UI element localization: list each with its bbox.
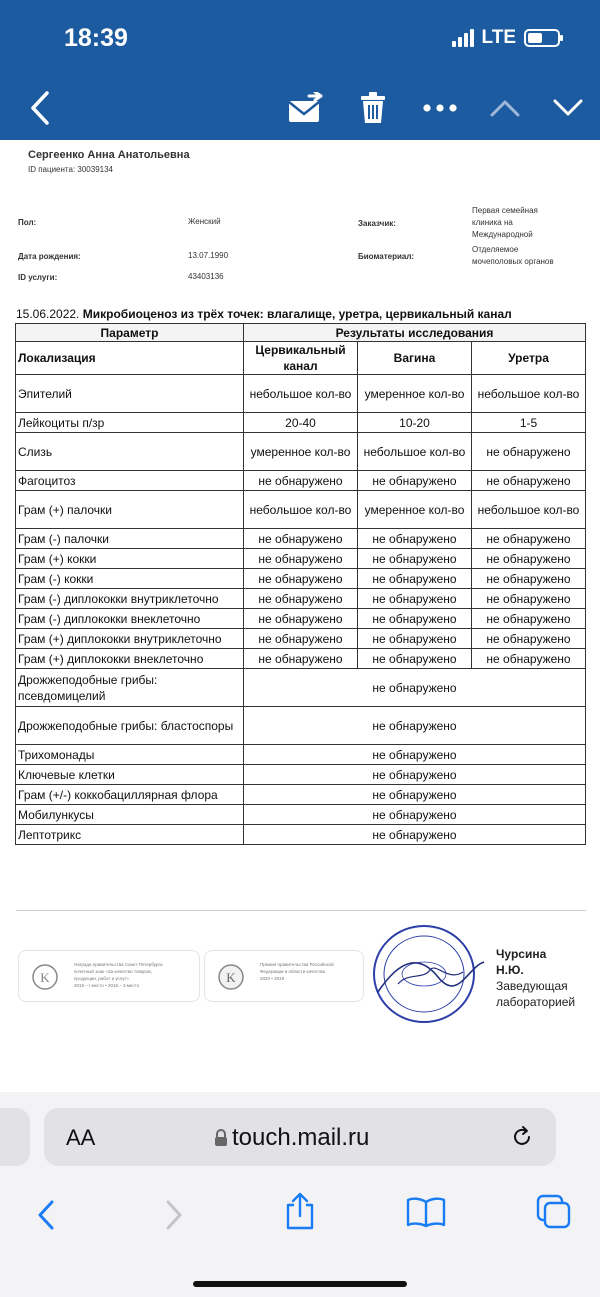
param-cell: Лейкоциты п/зр	[16, 413, 244, 433]
mail-toolbar	[0, 0, 600, 140]
vagina-cell: не обнаружено	[358, 609, 472, 629]
urethra-cell: небольшое кол-во	[472, 491, 586, 529]
table-row	[16, 375, 586, 413]
biomaterial-label: Биоматериал:	[358, 252, 415, 261]
vagina-cell: не обнаружено	[358, 569, 472, 589]
service-id-label: ID услуги:	[18, 273, 58, 282]
svg-text:K: K	[40, 970, 50, 985]
param-cell: Грам (-) диплококки внеклеточно	[16, 609, 244, 629]
bookmarks-icon[interactable]	[406, 1196, 446, 1228]
table-row	[16, 745, 586, 765]
table-row	[16, 765, 586, 785]
battery-icon	[524, 29, 560, 47]
tabs-icon[interactable]	[536, 1194, 572, 1230]
vagina-cell: умеренное кол-во	[358, 375, 472, 413]
urethra-cell: не обнаружено	[472, 529, 586, 549]
cervical-cell: не обнаружено	[244, 649, 358, 669]
quality-mark-icon	[31, 963, 59, 991]
url-display[interactable]: touch.mail.ru	[214, 1124, 369, 1152]
param-cell: Грам (-) палочки	[16, 529, 244, 549]
param-cell: Трихомонады	[16, 745, 244, 765]
biomaterial-value: Отделяемое мочеполовых органов	[472, 245, 554, 266]
cervical-cell: умеренное кол-во	[244, 433, 358, 471]
dob-label: Дата рождения:	[18, 252, 81, 261]
back-chevron-icon[interactable]	[22, 88, 58, 128]
vagina-cell: 10-20	[358, 413, 472, 433]
results-table	[15, 323, 586, 845]
cervical-cell: не обнаружено	[244, 529, 358, 549]
status-indicators	[452, 27, 560, 49]
value-cell: не обнаружено	[244, 785, 586, 805]
customer-value: Первая семейная клиника на Международной	[472, 206, 538, 239]
vagina-cell: не обнаружено	[358, 549, 472, 569]
value-cell: не обнаружено	[244, 805, 586, 825]
gender-value: Женский	[188, 217, 221, 226]
value-cell: не обнаружено	[244, 825, 586, 845]
next-icon[interactable]	[550, 88, 586, 128]
header-urethra: Уретра	[472, 342, 586, 375]
mark-unread-icon[interactable]	[286, 88, 326, 128]
param-cell: Грам (+) диплококки внеклеточно	[16, 649, 244, 669]
vagina-cell: не обнаружено	[358, 649, 472, 669]
param-cell: Слизь	[16, 433, 244, 471]
param-cell: Грам (-) диплококки внутриклеточно	[16, 589, 244, 609]
param-cell: Грам (+) палочки	[16, 491, 244, 529]
table-row	[16, 529, 586, 549]
more-icon[interactable]	[420, 88, 460, 128]
table-row	[16, 669, 586, 707]
report-heading	[16, 307, 512, 321]
award-text-spb: Награда правительства Санкт-Петербурга почетный знак «За качество товаров, продукции, работ и услуг» 2019 – I место • 2016 – 3 место	[74, 962, 163, 988]
urethra-cell: не обнаружено	[472, 549, 586, 569]
vagina-cell: не обнаружено	[358, 471, 472, 491]
cervical-cell: не обнаружено	[244, 629, 358, 649]
status-time: 18:39	[64, 24, 128, 52]
header-cervical: Цервикальный канал	[244, 342, 358, 375]
urethra-cell: небольшое кол-во	[472, 375, 586, 413]
vagina-cell: небольшое кол-во	[358, 433, 472, 471]
table-row	[16, 569, 586, 589]
table-row	[16, 433, 586, 471]
cervical-cell: не обнаружено	[244, 549, 358, 569]
customer-label: Заказчик:	[358, 219, 396, 228]
browser-back-icon[interactable]	[36, 1198, 56, 1232]
patient-name: Сергеенко Анна Анатольевна	[28, 149, 190, 161]
address-bar[interactable]	[44, 1108, 556, 1166]
vagina-cell: не обнаружено	[358, 529, 472, 549]
value-cell: не обнаружено	[244, 707, 586, 745]
table-row	[16, 785, 586, 805]
divider	[16, 910, 586, 911]
signal-icon	[452, 29, 474, 47]
urethra-cell: не обнаружено	[472, 433, 586, 471]
service-id-value: 43403136	[188, 272, 224, 281]
report-title: Микробиоценоз из трёх точек: влагалище, уретра, цервикальный канал	[82, 307, 512, 321]
previous-tab-peek[interactable]	[0, 1108, 30, 1166]
table-row	[16, 825, 586, 845]
dob-value: 13.07.1990	[188, 251, 229, 260]
urethra-cell: 1-5	[472, 413, 586, 433]
table-row	[16, 649, 586, 669]
cervical-cell: небольшое кол-во	[244, 491, 358, 529]
table-row	[16, 589, 586, 609]
lock-icon	[214, 1129, 228, 1147]
vagina-cell: не обнаружено	[358, 629, 472, 649]
urethra-cell: не обнаружено	[472, 649, 586, 669]
svg-text:K: K	[226, 970, 236, 985]
table-row	[16, 549, 586, 569]
cervical-cell: не обнаружено	[244, 471, 358, 491]
value-cell: не обнаружено	[244, 745, 586, 765]
award-text-rf: Премия правительства Российской Федерации в области качества 2020 • 2019	[260, 962, 334, 981]
vagina-cell: не обнаружено	[358, 589, 472, 609]
browser-chrome	[0, 1092, 600, 1297]
header-vagina: Вагина	[358, 342, 472, 375]
home-indicator	[193, 1281, 407, 1287]
browser-forward-icon[interactable]	[164, 1198, 184, 1232]
cervical-cell: не обнаружено	[244, 569, 358, 589]
urethra-cell: не обнаружено	[472, 589, 586, 609]
award-badge-spb	[18, 950, 200, 1002]
share-icon[interactable]	[284, 1192, 316, 1230]
param-cell: Грам (+) кокки	[16, 549, 244, 569]
cervical-cell: не обнаружено	[244, 609, 358, 629]
param-cell: Дрожжеподобные грибы: псевдомицелий	[16, 669, 244, 707]
patient-id: ID пациента: 30039134	[28, 165, 113, 174]
stamp-icon	[368, 922, 486, 1028]
table-row	[16, 471, 586, 491]
header-results: Результаты исследования	[244, 324, 586, 342]
param-cell: Грам (+/-) коккобациллярная флора	[16, 785, 244, 805]
vagina-cell: умеренное кол-во	[358, 491, 472, 529]
param-cell: Грам (-) кокки	[16, 569, 244, 589]
text-size-button[interactable]: AA	[66, 1125, 96, 1150]
reload-icon[interactable]	[510, 1125, 534, 1149]
value-cell: не обнаружено	[244, 765, 586, 785]
cervical-cell: не обнаружено	[244, 589, 358, 609]
urethra-cell: не обнаружено	[472, 629, 586, 649]
param-cell: Грам (+) диплококки внутриклеточно	[16, 629, 244, 649]
param-cell: Эпителий	[16, 375, 244, 413]
param-cell: Мобилункусы	[16, 805, 244, 825]
table-row	[16, 805, 586, 825]
table-row	[16, 413, 586, 433]
network-label: LTE	[481, 27, 516, 48]
table-row	[16, 491, 586, 529]
cervical-cell: 20-40	[244, 413, 358, 433]
param-cell: Лептотрикс	[16, 825, 244, 845]
trash-icon[interactable]	[356, 88, 390, 128]
value-cell: не обнаружено	[244, 669, 586, 707]
previous-icon[interactable]	[487, 88, 523, 128]
table-row	[16, 609, 586, 629]
param-cell: Ключевые клетки	[16, 765, 244, 785]
urethra-cell: не обнаружено	[472, 569, 586, 589]
table-row	[16, 707, 586, 745]
param-cell: Фагоцитоз	[16, 471, 244, 491]
award-badge-rf	[204, 950, 364, 1002]
header-localization: Локализация	[16, 342, 244, 375]
urethra-cell: не обнаружено	[472, 471, 586, 491]
urethra-cell: не обнаружено	[472, 609, 586, 629]
report-date: 15.06.2022.	[16, 307, 80, 321]
header-param: Параметр	[16, 324, 244, 342]
quality-award-icon	[217, 963, 245, 991]
cervical-cell: небольшое кол-во	[244, 375, 358, 413]
param-cell: Дрожжеподобные грибы: бластоспоры	[16, 707, 244, 745]
gender-label: Пол:	[18, 218, 37, 227]
table-row	[16, 629, 586, 649]
signer-block: Чурсина Н.Ю. Заведующая лабораторией	[496, 947, 576, 1009]
